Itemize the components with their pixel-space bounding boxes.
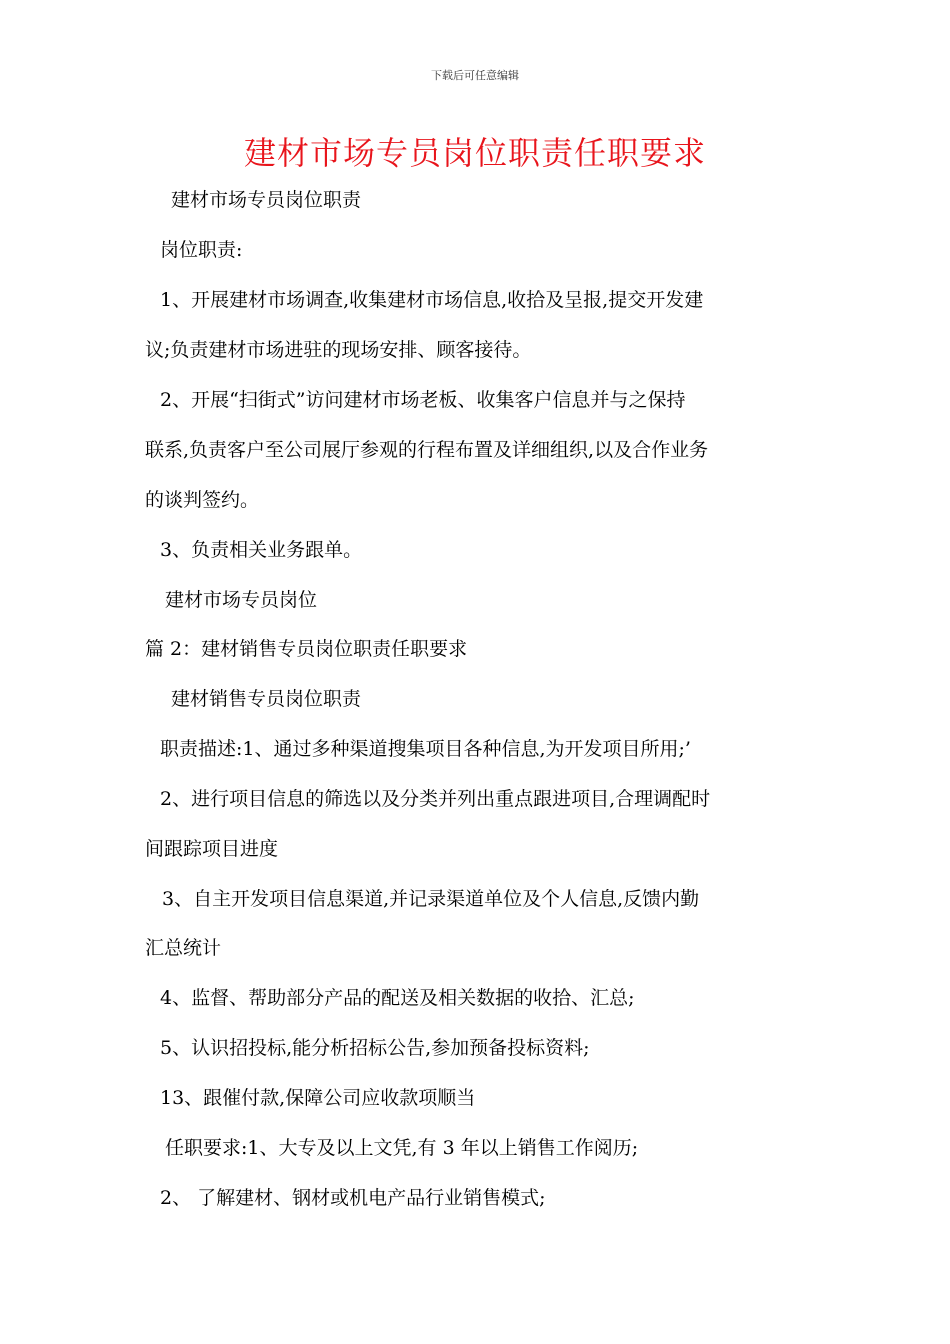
paragraph-line: 2、进行项目信息的筛选以及分类并列出重点跟进项目,合理调配时	[160, 788, 711, 810]
paragraph-line: 任职要求:1、大专及以上文凭,有 3 年以上销售工作阅历;	[165, 1137, 639, 1159]
paragraph-line: 的谈判签约。	[145, 489, 260, 511]
paragraph-line: 2、 了解建材、钢材或机电产品行业销售模式;	[160, 1187, 546, 1209]
paragraph-line: 岗位职责:	[160, 239, 243, 261]
paragraph-line: 4、监督、帮助部分产品的配送及相关数据的收拾、汇总;	[160, 987, 635, 1009]
paragraph-line: 间跟踪项目进度	[145, 838, 279, 860]
paragraph-line: 建材市场专员岗位	[165, 589, 318, 611]
paragraph-line: 职责描述:1、通过多种渠道搜集项目各种信息,为开发项目所用;’	[160, 738, 691, 760]
document-title: 建材市场专员岗位职责任职要求	[243, 134, 706, 172]
paragraph-line: 1、开展建材市场调查,收集建材市场信息,收拾及呈报,提交开发建	[160, 289, 704, 311]
paragraph-line: 3、自主开发项目信息渠道,并记录渠道单位及个人信息,反馈内勤	[162, 888, 700, 910]
header-note: 下载后可任意编辑	[431, 69, 519, 82]
paragraph-line: 建材销售专员岗位职责	[171, 688, 362, 710]
paragraph-line: 汇总统计	[145, 937, 222, 959]
paragraph-line: 13、跟催付款,保障公司应收款项顺当	[160, 1087, 476, 1109]
paragraph-line: 议;负责建材市场进驻的现场安排、顾客接待。	[145, 339, 532, 361]
paragraph-line: 2、开展“扫街式”访问建材市场老板、收集客户信息并与之保持	[160, 389, 686, 411]
paragraph-line: 建材市场专员岗位职责	[171, 189, 362, 211]
paragraph-line: 5、认识招投标,能分析招标公告,参加预备投标资料;	[160, 1037, 590, 1059]
paragraph-line: 联系,负责客户至公司展厅参观的行程布置及详细组织,以及合作业务	[145, 439, 709, 461]
paragraph-line: 3、负责相关业务跟单。	[160, 539, 363, 561]
section-heading: 篇 2：建材销售专员岗位职责任职要求	[145, 638, 468, 660]
